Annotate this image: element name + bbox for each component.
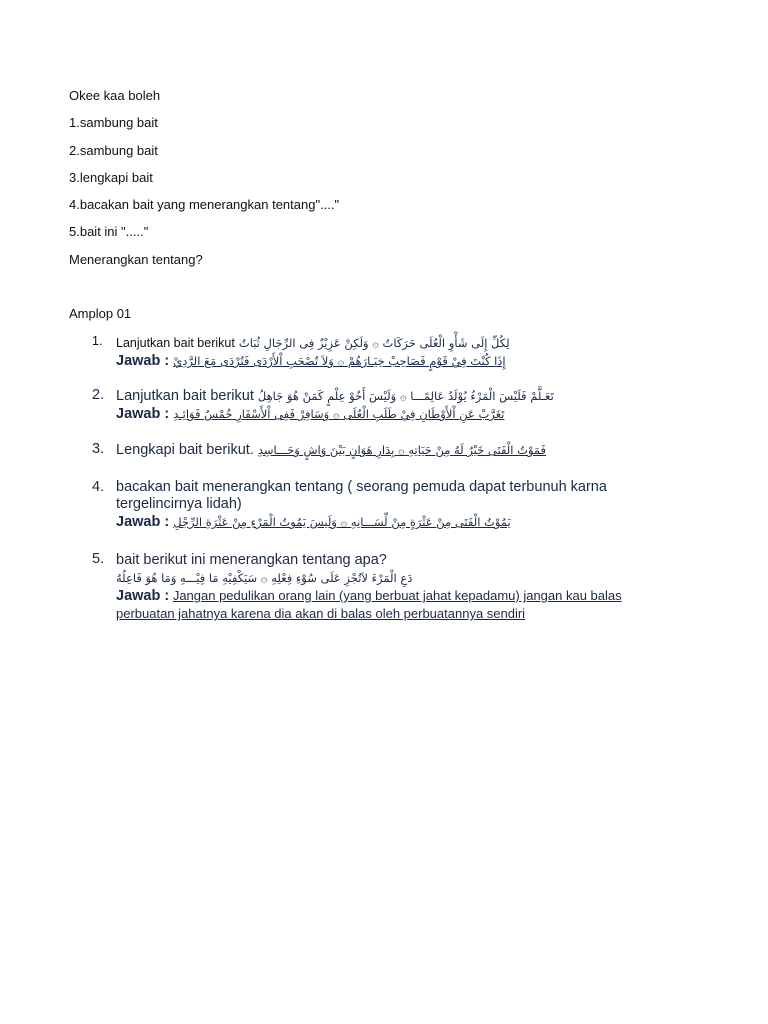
- question-prompt: bait berikut ini menerangkan tentang apa?: [116, 552, 387, 568]
- intro-question: Menerangkan tentang?: [69, 251, 203, 267]
- answer-text: Jangan pedulikan orang lain (yang berbuat jahat kepadamu) jangan kau balas perbuatan jahatnya karena dia akan di balas oleh perbuatannya sendiri: [116, 588, 622, 621]
- intro-greeting: Okee kaa boleh: [69, 88, 161, 103]
- question-number: 5.: [92, 551, 105, 567]
- question-number: 3.: [92, 441, 105, 457]
- arabic-answer: تَغَرَّبْ عَنِ اْلأَوْطَانِ فِيْ طَلَبِ الْعُلَى ۞ وَسَافِرْ فَفِى اْلأَسْفَارِ خُمْسُ فَوَائِـدِ: [173, 407, 505, 421]
- jawab-label: Jawab :: [116, 353, 170, 369]
- intro-item-5: 5.bait ini ".....": [69, 224, 149, 240]
- arabic-verse: فَمَوْتُ الْفَتَى خَيْرٌ لَهُ مِنْ حَيَاتِهِ ۞ بِدَارِ هَوَانٍ بَيْنَ وَاشٍ وَحَـــاسِدِ: [257, 443, 547, 457]
- question-prompt: bacakan bait menerangkan tentang ( seorang pemuda dapat terbunuh karna tergelincirnya lidah): [116, 479, 607, 512]
- arabic-verse: تَعَـلَّمْ فَلَيْسَ الْمَرْءُ يُوْلَدُ عَالِمًـــا ۞ وَلَيْسَ أَخُوْ عِلْمٍ كَمَنْ هُوَ جَاهِلُ: [257, 389, 554, 403]
- question-number: 2.: [92, 387, 105, 403]
- intro-item-2: 2.sambung bait: [69, 142, 158, 158]
- section-title: Amplop 01: [69, 306, 132, 321]
- jawab-label: Jawab :: [116, 406, 170, 422]
- arabic-verse: دَعِ الْمَرْءَ لاَتُجْزِ عَلَى سُوْءِ فِعْلِهِ ۞ سَيَكْفِيْهِ مَا فِيْـــهِ وَمَا هُوَ فَاعِلُهُ: [116, 571, 413, 585]
- arabic-answer: يَمُوْتُ الْفَتَى مِنْ عَثْرَةٍ مِنْ لِّسَـــانِهِ ۞ وَلَيسَ يَمُوتُ الْمَرْءِ مِنْ عَثْرَةِ الرِّجْلِ: [173, 515, 511, 529]
- question-number: 4.: [92, 479, 105, 495]
- jawab-label: Jawab :: [116, 514, 170, 530]
- arabic-answer: إِذَا كُنْتَ فِيْ قَوْمٍ فَصَاحِبْ خِيَـارَهُمْ ۞ وَلاَ تُصْحَبِ اْلأَرْدَى فَتُرْدَى مَعَ الرَّدِيْ: [173, 354, 506, 368]
- arabic-verse: لِكُلِّ إِلَى شَأْوِ الْعُلَى حَرَكَاتُ ۞ وَلَكِنْ عَزِيْزٌ فِى الرِّجَالِ ثُبَاتُ: [238, 336, 510, 350]
- intro-item-1: 1.sambung bait: [69, 115, 158, 131]
- question-prompt: Lanjutkan bait berikut: [116, 336, 235, 350]
- intro-item-4: 4.bacakan bait yang menerangkan tentang"....": [69, 197, 340, 213]
- question-number: 1.: [92, 334, 103, 348]
- question-prompt: Lanjutkan bait berikut: [116, 388, 254, 404]
- question-prompt: Lengkapi bait berikut.: [116, 442, 254, 458]
- intro-item-3: 3.lengkapi bait: [69, 169, 153, 185]
- intro-list: [69, 87, 339, 278]
- jawab-label: Jawab :: [116, 588, 170, 604]
